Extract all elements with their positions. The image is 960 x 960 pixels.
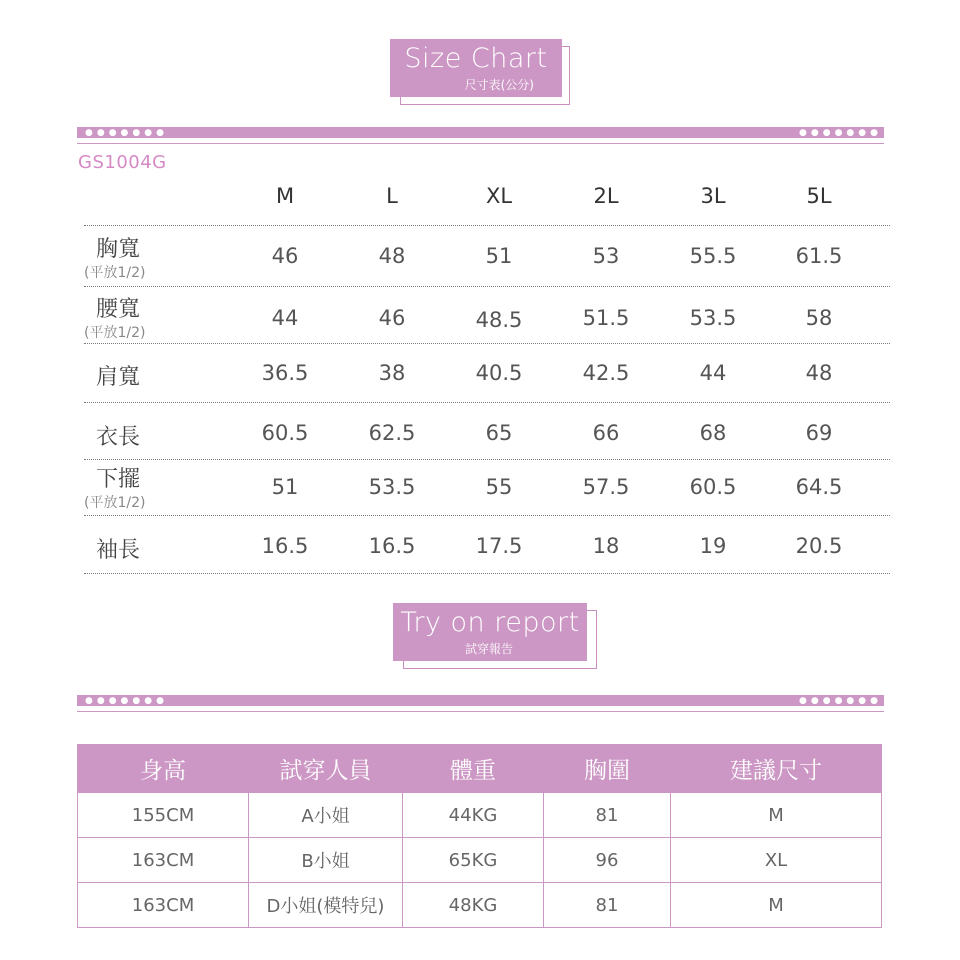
title-badge-main: [390, 39, 562, 97]
decorative-band-line-bottom: [77, 711, 884, 712]
cell-tester: D小姐(模特兒): [249, 883, 403, 928]
size-header-xl: XL: [485, 184, 513, 208]
chest-value-m: 46: [271, 244, 299, 268]
cell-bust: 81: [544, 793, 671, 838]
row-label-hem: 下擺: [96, 467, 141, 492]
header-tester: 試穿人員: [249, 745, 403, 793]
table-row: [78, 838, 882, 883]
cell-weight: 48KG: [403, 883, 544, 928]
row-separator: [84, 343, 890, 344]
header-bust: 胸圍: [544, 745, 671, 793]
cell-recommended-size: M: [671, 793, 882, 838]
band-dots-left: ●●●●●●●: [85, 696, 168, 706]
decorative-band-line-top: [77, 143, 884, 144]
product-code: GS1004G: [78, 152, 167, 173]
waist-value-5l: 58: [805, 306, 833, 330]
sleeve-value-5l: 20.5: [795, 534, 843, 558]
row-sublabel-chest: (平放1/2): [84, 265, 146, 281]
row-label-length: 衣長: [96, 425, 141, 450]
table-row: [78, 883, 882, 928]
size-chart-subtitle: 尺寸表(公分): [464, 78, 534, 92]
band-dots-left: ●●●●●●●: [85, 128, 168, 138]
row-separator: [84, 225, 890, 226]
row-label-sleeve: 袖長: [96, 538, 141, 563]
row-separator: [84, 286, 890, 287]
try-on-header-row: [78, 745, 882, 793]
cell-recommended-size: M: [671, 883, 882, 928]
cell-recommended-size: XL: [671, 838, 882, 883]
size-header-m: M: [275, 184, 295, 208]
waist-value-2l: 51.5: [582, 306, 630, 330]
sleeve-value-l: 16.5: [368, 534, 416, 558]
cell-weight: 65KG: [403, 838, 544, 883]
size-header-5l: 5L: [806, 184, 832, 208]
chest-value-5l: 61.5: [795, 244, 843, 268]
row-separator: [84, 515, 890, 516]
decorative-band-bottom: [77, 695, 884, 706]
waist-value-l: 46: [378, 306, 406, 330]
shoulder-value-3l: 44: [699, 361, 727, 385]
cell-height: 155CM: [78, 793, 249, 838]
hem-value-m: 51: [271, 475, 299, 499]
decorative-band-top: [77, 127, 884, 138]
try-on-title: Try on report: [400, 607, 580, 638]
hem-value-5l: 64.5: [795, 475, 843, 499]
try-on-subtitle: 試穿報告: [464, 642, 513, 656]
shoulder-value-m: 36.5: [261, 361, 309, 385]
table-row: [78, 793, 882, 838]
shoulder-value-xl: 40.5: [475, 361, 523, 385]
length-value-5l: 69: [805, 421, 833, 445]
length-value-3l: 68: [699, 421, 727, 445]
sleeve-value-xl: 17.5: [475, 534, 523, 558]
waist-value-m: 44: [271, 306, 299, 330]
hem-value-2l: 57.5: [582, 475, 630, 499]
length-value-l: 62.5: [368, 421, 416, 445]
row-label-waist: 腰寬: [96, 297, 141, 322]
band-dots-right: ●●●●●●●: [799, 696, 882, 706]
header-weight: 體重: [403, 745, 544, 793]
cell-bust: 96: [544, 838, 671, 883]
chest-value-xl: 51: [485, 244, 513, 268]
size-header-l: L: [386, 184, 398, 208]
cell-bust: 81: [544, 883, 671, 928]
hem-value-l: 53.5: [368, 475, 416, 499]
cell-height: 163CM: [78, 883, 249, 928]
chest-value-l: 48: [378, 244, 406, 268]
header-height: 身高: [78, 745, 249, 793]
length-value-xl: 65: [485, 421, 513, 445]
shoulder-value-2l: 42.5: [582, 361, 630, 385]
try-on-table: [77, 744, 882, 928]
header-recommended-size: 建議尺寸: [671, 745, 882, 793]
size-chart-title-badge: [390, 39, 562, 97]
row-label-chest: 胸寬: [96, 237, 141, 262]
row-sublabel-hem: (平放1/2): [84, 495, 146, 511]
size-chart-title: Size Chart: [404, 43, 548, 74]
length-value-m: 60.5: [261, 421, 309, 445]
waist-value-xl: 48.5: [475, 308, 523, 332]
shoulder-value-l: 38: [378, 361, 406, 385]
row-separator: [84, 573, 890, 574]
row-separator: [84, 459, 890, 460]
sleeve-value-2l: 18: [592, 534, 620, 558]
cell-tester: B小姐: [249, 838, 403, 883]
band-dots-right: ●●●●●●●: [799, 128, 882, 138]
row-sublabel-waist: (平放1/2): [84, 325, 146, 341]
shoulder-value-5l: 48: [805, 361, 833, 385]
row-separator: [84, 402, 890, 403]
sleeve-value-3l: 19: [699, 534, 727, 558]
sleeve-value-m: 16.5: [261, 534, 309, 558]
cell-height: 163CM: [78, 838, 249, 883]
row-label-shoulder: 肩寬: [96, 365, 141, 390]
cell-tester: A小姐: [249, 793, 403, 838]
waist-value-3l: 53.5: [689, 306, 737, 330]
hem-value-3l: 60.5: [689, 475, 737, 499]
chest-value-2l: 53: [592, 244, 620, 268]
hem-value-xl: 55: [485, 475, 513, 499]
cell-weight: 44KG: [403, 793, 544, 838]
length-value-2l: 66: [592, 421, 620, 445]
chest-value-3l: 55.5: [689, 244, 737, 268]
title-badge-main: [393, 603, 587, 661]
try-on-title-badge: [393, 603, 587, 661]
size-header-2l: 2L: [593, 184, 619, 208]
size-header-3l: 3L: [700, 184, 726, 208]
